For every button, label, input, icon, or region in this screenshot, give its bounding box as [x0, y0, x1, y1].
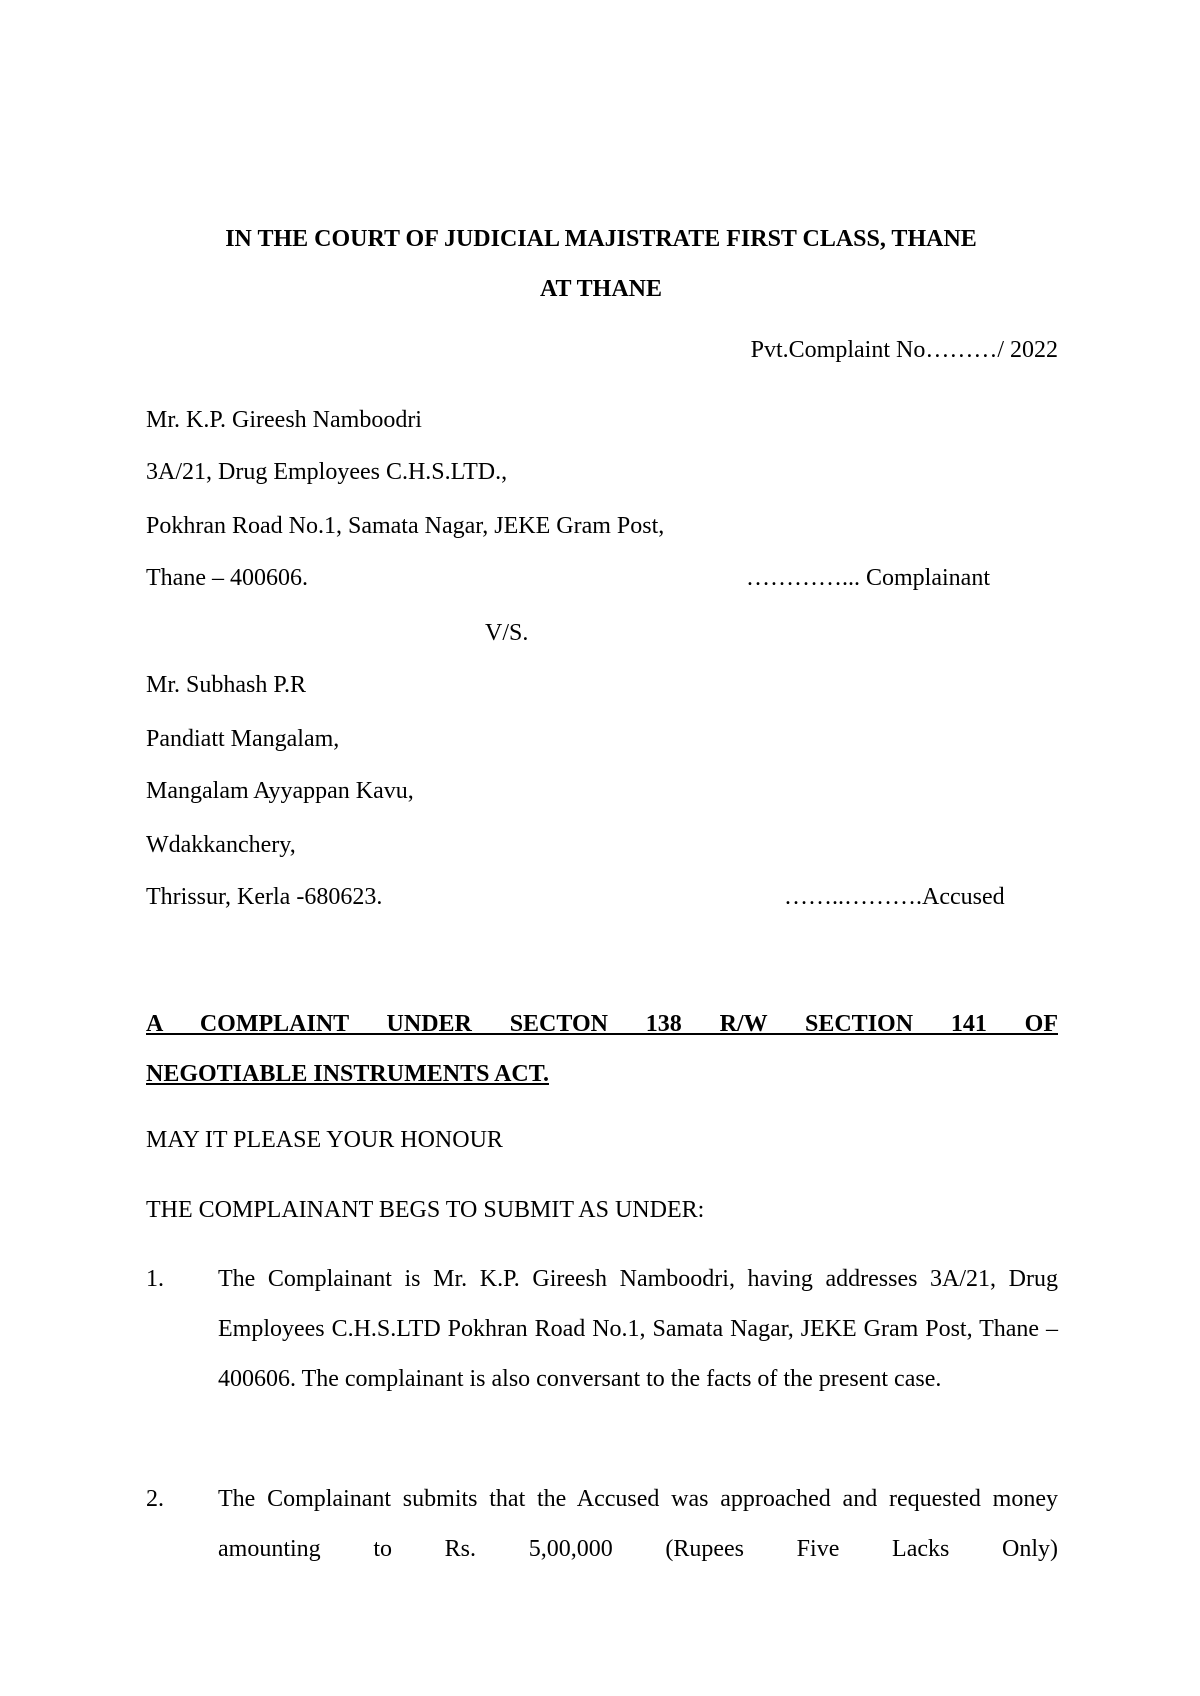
versus-label: V/S. [485, 620, 529, 646]
paragraph-number: 1. [146, 1266, 164, 1292]
accused-address-line-2: Mangalam Ayyappan Kavu, [146, 778, 414, 804]
court-title-line-2: AT THANE [539, 276, 663, 302]
paragraph-text: The Complainant is Mr. K.P. Gireesh Namboodri, having addresses 3A/21, Drug Employees C.H.S.LTD Pokhran Road No.1, Samata Nagar, JEKE Gram Post, Thane – 400606. The complainant is also conversant to the facts of the present case. [218, 1266, 1058, 1392]
accused-address-line-3: Wdakkanchery, [146, 832, 296, 858]
accused-address-line-4: Thrissur, Kerla -680623. [146, 884, 383, 910]
salutation: MAY IT PLEASE YOUR HONOUR [146, 1127, 503, 1153]
complaint-heading [146, 999, 1058, 1099]
complainant-address-line-2: Pokhran Road No.1, Samata Nagar, JEKE Gram Post, [146, 513, 665, 539]
complainant-role: …………... Complainant [746, 565, 990, 591]
paragraph-number: 2. [146, 1486, 164, 1512]
complaint-heading-line-2: NEGOTIABLE INSTRUMENTS ACT. [146, 1061, 549, 1087]
accused-address-line-1: Pandiatt Mangalam, [146, 726, 340, 752]
submission-statement: THE COMPLAINANT BEGS TO SUBMIT AS UNDER: [146, 1197, 705, 1223]
accused-role: ……..……….Accused [784, 884, 1005, 910]
complainant-name: Mr. K.P. Gireesh Namboodri [146, 407, 422, 433]
court-title-line-1: IN THE COURT OF JUDICIAL MAJISTRATE FIRST CLASS, THANE [225, 226, 977, 252]
complainant-address-line-1: 3A/21, Drug Employees C.H.S.LTD., [146, 459, 508, 485]
paragraph-1 [146, 1254, 1058, 1404]
complaint-number: Pvt.Complaint No………/ 2022 [750, 337, 1058, 363]
complainant-address-line-3: Thane – 400606. [146, 565, 308, 591]
paragraph-2 [146, 1474, 1058, 1574]
court-title [146, 214, 1056, 314]
complaint-heading-line-1: A COMPLAINT UNDER SECTON 138 R/W SECTION 141 OF [146, 1011, 1058, 1037]
paragraph-text: The Complainant submits that the Accused was approached and requested money amounting to Rs. 5,00,000 (Rupees Five Lacks Only) [218, 1486, 1058, 1562]
accused-name: Mr. Subhash P.R [146, 672, 307, 698]
